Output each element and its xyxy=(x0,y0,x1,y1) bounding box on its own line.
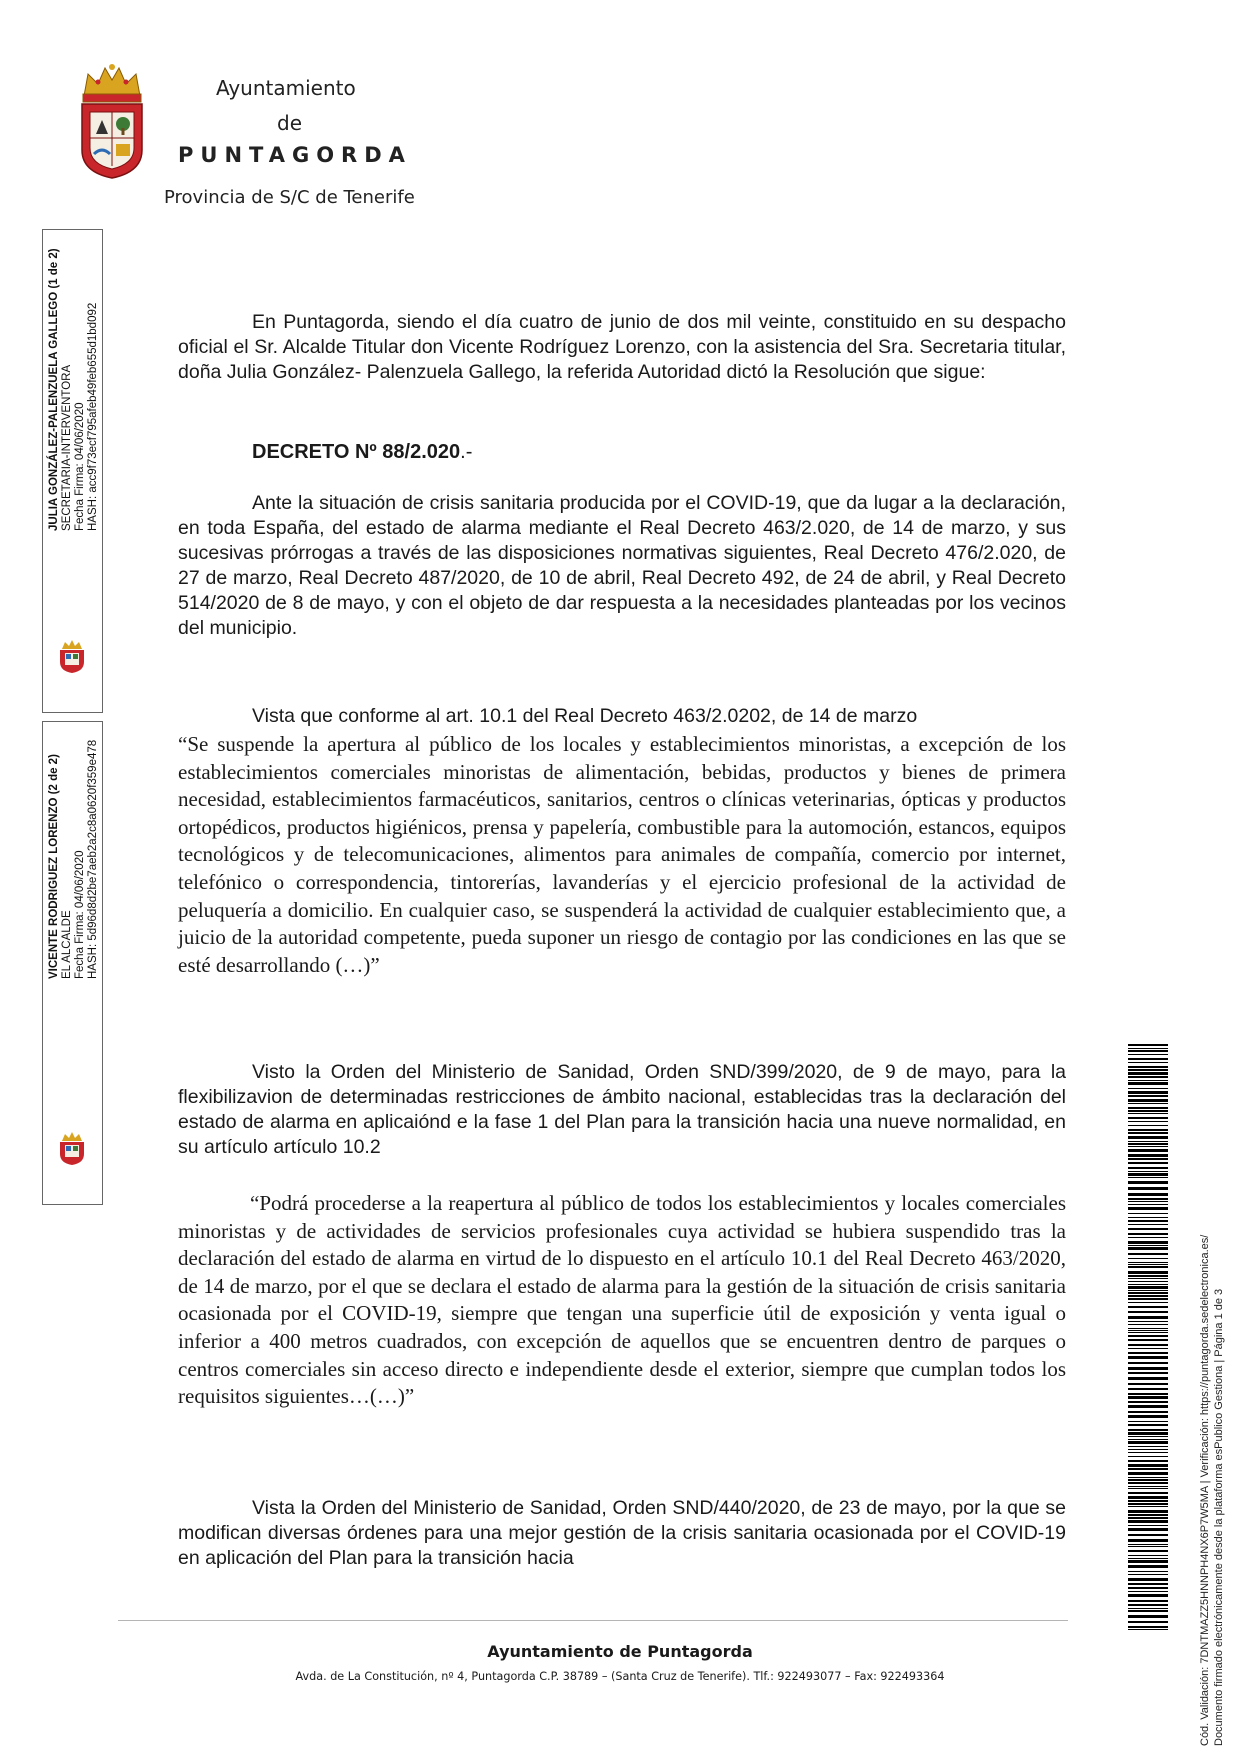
footer-organization: Ayuntamiento de Puntagorda xyxy=(487,1642,753,1661)
footer-divider xyxy=(118,1620,1068,1621)
barcode-bar xyxy=(1128,1436,1168,1437)
barcode-bar xyxy=(1128,1220,1168,1222)
barcode-bar xyxy=(1128,1344,1168,1346)
barcode-bar xyxy=(1128,1149,1168,1152)
barcode-bar xyxy=(1128,1050,1168,1052)
barcode-bar xyxy=(1128,1187,1168,1190)
letterhead-de: de xyxy=(277,111,302,135)
barcode-bar xyxy=(1128,1328,1168,1329)
barcode-bar xyxy=(1128,1477,1168,1478)
barcode-bar xyxy=(1128,1332,1168,1333)
barcode-bar xyxy=(1128,1626,1168,1628)
barcode-bar xyxy=(1128,1456,1168,1457)
barcode-bar xyxy=(1128,1121,1168,1122)
barcode-bar xyxy=(1128,1241,1168,1244)
barcode-bar xyxy=(1128,1546,1168,1547)
paragraph-orden-440-text: Vista la Orden del Ministerio de Sanidad, Orden SND/440/2020, de 23 de mayo, por la que se modifican diversas órdenes para una mejor gestión de la crisis sanitaria ocasionada por el COVID-19 en aplicación del Plan para la transición hacia xyxy=(178,1497,1066,1569)
barcode-bar xyxy=(1128,1080,1168,1081)
quote-art-10-2-text: “Podrá procederse a la reapertura al público de todos los establecimientos y locales comerciales minoristas y de actividades de servicios profesionales cuya actividad se hubiera suspendido tras la declaración del estado de alarma en virtud de lo dispuesto en el artículo 10.1 del Real Decreto 463/2020, de 14 de marzo, por el que se declara el estado de alarma para la gestión de la situación de crisis sanitaria ocasionada por el COVID-19, siempre que tengan una superficie útil de exposición y venta igual o inferior a 400 metros cuadrados, con excepción de aquellos que se encuentren dentro de parques o centros comerciales sin acceso directo e independiente desde el exterior, siempre que cumplan todos los requisitos siguientes…(…)” xyxy=(178,1191,1066,1409)
barcode-bar xyxy=(1128,1213,1168,1214)
barcode-bar xyxy=(1128,1228,1168,1230)
barcode-bar xyxy=(1128,1247,1168,1250)
barcode-bar xyxy=(1128,1201,1168,1202)
paragraph-orden-399 xyxy=(178,1060,1066,1160)
barcode-bar xyxy=(1128,1560,1168,1563)
barcode-bar xyxy=(1128,1167,1168,1169)
signature-box-2 xyxy=(42,721,103,1205)
barcode-bar xyxy=(1128,1295,1168,1297)
barcode-bar xyxy=(1128,1292,1168,1294)
barcode-bar xyxy=(1128,1432,1168,1435)
barcode-bar xyxy=(1128,1550,1168,1552)
signature-text-2 xyxy=(48,740,100,979)
barcode-bar xyxy=(1128,1352,1168,1354)
barcode-bar xyxy=(1128,1207,1168,1210)
barcode-bar xyxy=(1128,1482,1168,1484)
barcode-bar xyxy=(1128,1044,1168,1046)
barcode-bar xyxy=(1128,1158,1168,1160)
barcode-bar xyxy=(1128,1266,1168,1268)
barcode-bar xyxy=(1128,1362,1168,1364)
barcode-bar xyxy=(1128,1107,1168,1109)
signature-box-1 xyxy=(42,229,103,713)
signer-name: JULIA GONZÁLEZ-PALENZUELA GALLEGO (1 de 2) xyxy=(48,248,60,531)
barcode-bar xyxy=(1128,1054,1168,1055)
barcode-bar xyxy=(1128,1264,1168,1265)
barcode-bar xyxy=(1128,1424,1168,1426)
barcode-bar xyxy=(1128,1439,1168,1440)
barcode-bar xyxy=(1128,1099,1168,1102)
barcode-bar xyxy=(1128,1173,1168,1176)
barcode-bar xyxy=(1128,1290,1168,1291)
barcode-bar xyxy=(1128,1076,1168,1078)
barcode-bar xyxy=(1128,1534,1168,1536)
barcode-bar xyxy=(1128,1449,1168,1450)
barcode-bar xyxy=(1128,1377,1168,1380)
barcode-bar xyxy=(1128,1583,1168,1585)
barcode-bar xyxy=(1128,1311,1168,1313)
paragraph-intro xyxy=(178,310,1066,385)
barcode-bar xyxy=(1128,1095,1168,1097)
barcode-bar xyxy=(1128,1446,1168,1447)
barcode-bar xyxy=(1128,1091,1168,1094)
barcode-bar xyxy=(1128,1372,1168,1374)
barcode-bar xyxy=(1128,1503,1168,1505)
barcode-bar xyxy=(1128,1321,1168,1322)
signer-role: SECRETARIA-INTERVENTORA xyxy=(61,364,73,531)
barcode-bar xyxy=(1128,1125,1168,1126)
barcode-bar xyxy=(1128,1278,1168,1279)
barcode-bar xyxy=(1128,1224,1168,1225)
barcode-bar xyxy=(1128,1103,1168,1104)
barcode-bar xyxy=(1128,1275,1168,1277)
barcode-bar xyxy=(1128,1253,1168,1255)
barcode-bar xyxy=(1128,1306,1168,1308)
barcode-bar xyxy=(1128,1500,1168,1502)
barcode-bar xyxy=(1128,1088,1168,1089)
paragraph-orden-440 xyxy=(178,1496,1066,1571)
signature-date: Fecha Firma: 04/06/2020 xyxy=(74,402,86,531)
barcode-bar xyxy=(1128,1578,1168,1581)
barcode-bar xyxy=(1128,1510,1168,1513)
decree-title: DECRETO Nº 88/2.020 xyxy=(252,441,461,463)
paragraph-art-10-1 xyxy=(178,704,1066,729)
barcode-bar xyxy=(1128,1198,1168,1200)
signer-role: EL ALCALDE xyxy=(61,910,73,979)
barcode-bar xyxy=(1128,1316,1168,1319)
signature-text-1 xyxy=(48,248,100,531)
barcode-bar xyxy=(1128,1146,1168,1147)
barcode-bar xyxy=(1128,1629,1168,1630)
barcode-bar xyxy=(1128,1492,1168,1494)
barcode-bar xyxy=(1128,1258,1168,1259)
barcode-bar xyxy=(1128,1608,1168,1609)
barcode-bar xyxy=(1128,1615,1168,1618)
barcode-bar xyxy=(1128,1460,1168,1462)
barcode-bar xyxy=(1128,1177,1168,1178)
barcode-bar xyxy=(1128,1517,1168,1519)
barcode-bar xyxy=(1128,1136,1168,1139)
verification-line-2: Documento firmado electrónicamente desde la plataforma esPublico Gestiona | Página 1 de 3 xyxy=(1213,1288,1225,1746)
barcode-bar xyxy=(1128,1110,1168,1112)
decree-suffix: .- xyxy=(460,441,473,463)
barcode-bar xyxy=(1128,1330,1168,1331)
barcode-bar xyxy=(1128,1132,1168,1134)
paragraph-intro-text: En Puntagorda, siendo el día cuatro de junio de dos mil veinte, constituido en su despacho oficial el Sr. Alcalde Titular don Vicente Rodríguez Lorenzo, con la asistencia del Sra. Secretaria titular, doña Julia González- Palenzuela Gallego, la referida Autoridad dictó la Resolución que sigue: xyxy=(178,311,1066,383)
barcode-bar xyxy=(1128,1204,1168,1205)
barcode-bar xyxy=(1128,1506,1168,1507)
barcode-bar xyxy=(1128,1281,1168,1282)
barcode-bar xyxy=(1128,1129,1168,1131)
quote-art-10-1: “Se suspende la apertura al público de los locales y establecimientos minoristas, a excepción de los establecimientos comerciales minoristas de alimentación, bebidas, productos y bienes de primera necesidad, establecimientos farmacéuticos, sanitarios, centros o clínicas veterinarias, ópticas y productos ortopédicos, productos higiénicos, prensa y papelería, combustible para la automoción, estancos, equipos tecnológicos y de telecomunicaciones, alimentos para animales de compañía, comercio por internet, telefónico o correspondencia, tintorerías, lavanderías y el ejercicio profesional de la actividad de peluquería a domicilio. En cualquier caso, se suspenderá la actividad de cualquier establecimiento que, a juicio de la autoridad competente, pueda suponer un riesgo de contagio por las condiciones en las que se esté desarrollando (…)” xyxy=(178,732,1066,977)
barcode-bar xyxy=(1128,1143,1168,1145)
barcode-bar xyxy=(1128,1555,1168,1556)
barcode-bar xyxy=(1128,1574,1168,1575)
letterhead-municipality: PUNTAGORDA xyxy=(178,143,412,167)
barcode-bar xyxy=(1128,1587,1168,1589)
barcode-bar xyxy=(1128,1335,1168,1337)
quote-art-10-2 xyxy=(178,1190,1066,1411)
barcode-bar xyxy=(1128,1154,1168,1157)
barcode-bar xyxy=(1128,1452,1168,1453)
barcode-bar xyxy=(1128,1544,1168,1545)
crest-icon xyxy=(57,1132,87,1166)
barcode-bar xyxy=(1128,1604,1168,1606)
barcode-bar xyxy=(1128,1396,1168,1399)
barcode-bar xyxy=(1128,1610,1168,1612)
barcode xyxy=(1128,1044,1168,1630)
barcode-bar xyxy=(1128,1162,1168,1164)
barcode-bar xyxy=(1128,1284,1168,1285)
signer-name: VICENTE RODRIGUEZ LORENZO (2 de 2) xyxy=(48,754,60,979)
barcode-bar xyxy=(1128,1217,1168,1218)
barcode-bar xyxy=(1128,1441,1168,1444)
barcode-bar xyxy=(1128,1348,1168,1349)
barcode-bar xyxy=(1128,1571,1168,1572)
barcode-bar xyxy=(1128,1496,1168,1499)
verification-text xyxy=(1198,1235,1226,1746)
paragraph-context-text: Ante la situación de crisis sanitaria producida por el COVID-19, que da lugar a la declaración, en toda España, del estado de alarma mediante el Real Decreto 463/2.020, de 14 de marzo, y sus sucesivas prórrogas a través de las disposiciones normativas siguientes, Real Decreto 476/2.020, de 27 de marzo, Real Decreto 487/2020, de 10 de abril, Real Decreto 492, de 24 de abril, y Real Decreto 514/2020 de 8 de mayo, y con el objeto de dar respuesta a la necesidades planteadas por los vecinos del municipio. xyxy=(178,492,1066,639)
barcode-bar xyxy=(1128,1062,1168,1063)
barcode-bar xyxy=(1128,1520,1168,1523)
barcode-bar xyxy=(1128,1405,1168,1408)
footer-address: Avda. de La Constitución, nº 4, Puntagorda C.P. 38789 – (Santa Cruz de Tenerife). Tlf.: 922493077 – Fax: 922493364 xyxy=(295,1670,945,1683)
decree-heading xyxy=(252,441,472,464)
barcode-bar xyxy=(1128,1415,1168,1418)
barcode-bar xyxy=(1128,1262,1168,1263)
barcode-bar xyxy=(1128,1245,1168,1246)
barcode-bar xyxy=(1128,1621,1168,1623)
barcode-bar xyxy=(1128,1383,1168,1385)
barcode-bar xyxy=(1128,1393,1168,1395)
barcode-bar xyxy=(1128,1171,1168,1172)
barcode-bar xyxy=(1128,1488,1168,1489)
barcode-bar xyxy=(1128,1271,1168,1274)
barcode-bar xyxy=(1128,1286,1168,1289)
barcode-bar xyxy=(1128,1298,1168,1300)
barcode-bar xyxy=(1128,1082,1168,1085)
barcode-bar xyxy=(1128,1539,1168,1542)
barcode-bar xyxy=(1128,1514,1168,1516)
barcode-bar xyxy=(1128,1367,1168,1370)
barcode-bar xyxy=(1128,1472,1168,1475)
signature-date: Fecha Firma: 04/06/2020 xyxy=(74,850,86,979)
barcode-bar xyxy=(1128,1141,1168,1142)
barcode-bar xyxy=(1128,1591,1168,1592)
barcode-bar xyxy=(1128,1048,1168,1049)
barcode-bar xyxy=(1128,1558,1168,1559)
barcode-bar xyxy=(1128,1528,1168,1531)
barcode-bar xyxy=(1128,1356,1168,1359)
barcode-bar xyxy=(1128,1479,1168,1481)
barcode-bar xyxy=(1128,1486,1168,1487)
barcode-bar xyxy=(1128,1069,1168,1071)
barcode-bar xyxy=(1128,1464,1168,1467)
barcode-bar xyxy=(1128,1429,1168,1431)
barcode-bar xyxy=(1128,1193,1168,1196)
barcode-bar xyxy=(1128,1181,1168,1184)
letterhead-title: Ayuntamiento xyxy=(216,76,356,100)
barcode-bar xyxy=(1128,1072,1168,1075)
letterhead-province: Provincia de S/C de Tenerife xyxy=(164,187,415,208)
barcode-bar xyxy=(1128,1113,1168,1114)
barcode-bar xyxy=(1128,1565,1168,1568)
barcode-bar xyxy=(1128,1339,1168,1341)
barcode-bar xyxy=(1128,1525,1168,1526)
barcode-bar xyxy=(1128,1594,1168,1597)
crest-icon xyxy=(57,640,87,674)
barcode-bar xyxy=(1128,1324,1168,1325)
signature-hash: HASH: 5d96d8d2be7aeb2a2c8a0620f359e478 xyxy=(87,739,99,979)
barcode-bar xyxy=(1128,1388,1168,1390)
barcode-bar xyxy=(1128,1401,1168,1403)
coat-of-arms-logo xyxy=(78,62,146,180)
paragraph-context xyxy=(178,491,1066,641)
barcode-bar xyxy=(1128,1237,1168,1238)
barcode-bar xyxy=(1128,1302,1168,1303)
barcode-bar xyxy=(1128,1421,1168,1422)
barcode-bar xyxy=(1128,1468,1168,1470)
paragraph-orden-399-text: Visto la Orden del Ministerio de Sanidad, Orden SND/399/2020, de 9 de mayo, para la flexibilizavion de determinadas restricciones de ámbito nacional, establecidas tras la declaración del estado de alarma en aplicaiónd e la fase 1 del Plan para la transición hacia una nueve normalidad, en su artículo artículo 10.2 xyxy=(178,1061,1066,1158)
signature-hash: HASH: acc9f73ecf795afeb49feb655d1bd092 xyxy=(87,302,99,531)
verification-line-1: Cód. Validación: 7DNTMAZZ5HNNPH4NX6P7W5MA | Verificación: https://puntagorda.sedelectronica.es/ xyxy=(1199,1234,1211,1746)
barcode-bar xyxy=(1128,1411,1168,1413)
barcode-bar xyxy=(1128,1233,1168,1235)
barcode-bar xyxy=(1128,1066,1168,1068)
barcode-bar xyxy=(1128,1058,1168,1060)
barcode-bar xyxy=(1128,1117,1168,1119)
paragraph-art-10-1-text: Vista que conforme al art. 10.1 del Real Decreto 463/2.0202, de 14 de marzo xyxy=(252,705,918,727)
barcode-bar xyxy=(1128,1600,1168,1602)
